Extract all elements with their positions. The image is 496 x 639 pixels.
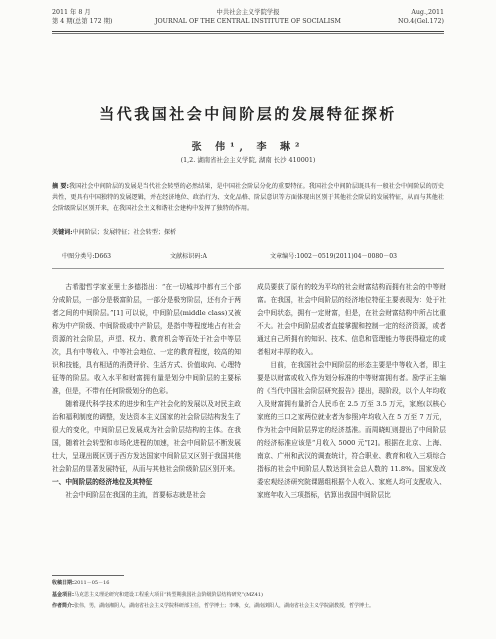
footnotes — [52, 578, 444, 613]
fund-project — [52, 590, 444, 602]
paragraph: 古希腊哲学家亚里士多德指出：“在一切城邦中都有三个部分成阶层，一部分是极富阶层，一部分是极穷阶层，还有介于两者之间的中间阶层。”[1] 可以说，中间阶层(middle class)又被称为中产阶级、中间阶级或中产阶层，是指中等程度地占有社会资源的社会阶层，声望、权力、教育机会等而处于社会中等层次，具有中等收入、中等社会地位、一定的教育程度，较高的知识和技能，具有相适的消费评价、生活方式、价值取向、心理特征等的阶层。收入水平和财富拥有量是划分中间阶层的主要标准，但是，不带有任何阶级划分的色彩。 — [52, 283, 241, 395]
article-number: 文章编号:1002－0519(2011)04－0080－03 — [270, 253, 398, 260]
section-heading: 一、中间阶层的经济地位及其特征 — [52, 478, 153, 486]
paragraph: 目前，在我国社会中间阶层的形态主要是中等收入者，即主要是以财富或收入作为划分标准的中等财富拥有者。励学正主编的《当代中国社会阶层研究报告》提出，现阶段，以个人年均收入及财富拥有量折合人民币在 2.5 万至 3.5 万元，家庭(以核心家庭的三口之家两位就业者为参照)年均收入在 5 万至 7 万元，作为社会中间阶层界定的经济基准。而周晓虹则提出了中间阶层的经济标准应该是“月收入 5000 元”[2]。根据在北京、上海、南京、广州和武汉的调查统计，符合职业、教育和收入三项综合指标的社会中间阶层人数达到社会总人数的 11.8%。国家发改委宏观经济研究院课题组根据个人收入、家庭人均可支配收入、家庭年收入三项指标，估算出我国中间阶层比 — [257, 361, 446, 499]
clc-number: 中图分类号:D663 — [62, 253, 112, 260]
received-date — [52, 578, 444, 590]
fund-text: 马克思主义理论研究和建设工程重大项目“转型期我国社会阶级阶层结构研究”(MZ41) — [74, 591, 263, 598]
author-bio — [52, 601, 444, 613]
paragraph: 随着现代科学技术的进步和生产社会化的发展以及对民主政治和福利制度的调整，发达资本主义国家的社会阶层结构发生了很大的变化，中间阶层已发展成为社会阶层结构的主体。在我国，随着社会转型和市场化进程的加速，社会中间阶层不断发展壮大，呈现出既区别于西方发达国家中间阶层又区别于我国其他社会阶层的显著发展特征，从而与其他社会阶级阶层区别开来。 — [52, 400, 241, 473]
received-text: 2011－05－16 — [74, 580, 110, 586]
keywords — [52, 227, 444, 236]
journal-name-cn: 中共社会主义学院学报 — [216, 9, 280, 16]
author-affiliation: (1,2. 湖南省社会主义学院, 湖南 长沙 410001) — [180, 156, 316, 164]
abstract — [52, 181, 444, 214]
fund-label: 基金项目: — [52, 591, 74, 598]
document-code: 文献标识码:A — [170, 253, 207, 260]
body-column-left — [52, 281, 241, 502]
abstract-text: 我国社会中间阶层的发展是当代社会转型的必然结果，是中国社会阶层分化的重要特征。我国社会中间阶层既具有一般社会中间阶层的历史共性，更具有中国独特的发展逻辑，并在经济地位、政治行为、文化品格、阶层意识等方面体现出区别于其他社会阶层的发展特征，从而与其他社会阶级阶层区别开来，在我国社会主义和谐社会建构中发挥了独特的作用。 — [52, 183, 445, 212]
paragraph: 社会中间阶层在我国的主流，首要标志就是社会 — [65, 491, 206, 499]
header-issue: 第 4 期(总第 172 期) — [52, 17, 113, 25]
author-bio-text: 张伟，男，湖南湘阴人，湖南省社会主义学院科研部主任，哲学博士；李琳，女，湖南浏阳人，湖南省社会主义学院副教授，哲学博士。 — [74, 603, 375, 609]
header-right — [398, 9, 444, 26]
header-rule — [52, 31, 444, 32]
header-date: 2011 年 8 月 — [52, 9, 91, 16]
header-date-en: Aug.,2011 — [411, 9, 444, 16]
keywords-label: 关键词: — [52, 229, 73, 236]
section-divider — [52, 268, 444, 269]
article-title: 当代我国社会中间阶层的发展特征探析 — [99, 105, 397, 123]
keywords-text: 中间阶层；发展特征；社会转型；探析 — [72, 229, 177, 236]
header-issue-en: NO.4(Gel.172) — [397, 17, 444, 25]
footnote-rule — [52, 575, 124, 576]
received-label: 收稿日期: — [52, 580, 74, 586]
body-column-right — [257, 281, 446, 502]
header-rule-thin — [52, 33, 444, 34]
paragraph: 成员要获了原有的较为平均的社会财富结构而拥有社会的中等财富。在我国，社会中间阶层的经济地位特征主要表现为：处于社会中间状态，拥有一定财富，但是，在社会财富结构中所占比重不大。社会中间阶层或者直接掌握和控制一定的经济资源，或者通过自己所拥有的知识、技术、信息和管理能力等获得稳定的或者相对丰厚的收入。 — [257, 283, 446, 356]
article-authors: 张 伟¹, 李 琳² — [191, 142, 305, 153]
journal-name-en: JOURNAL OF THE CENTRAL INSTITUTE OF SOCIALISM — [155, 17, 341, 25]
author-bio-label: 作者简介: — [52, 603, 74, 609]
abstract-label: 摘 要: — [52, 183, 69, 190]
